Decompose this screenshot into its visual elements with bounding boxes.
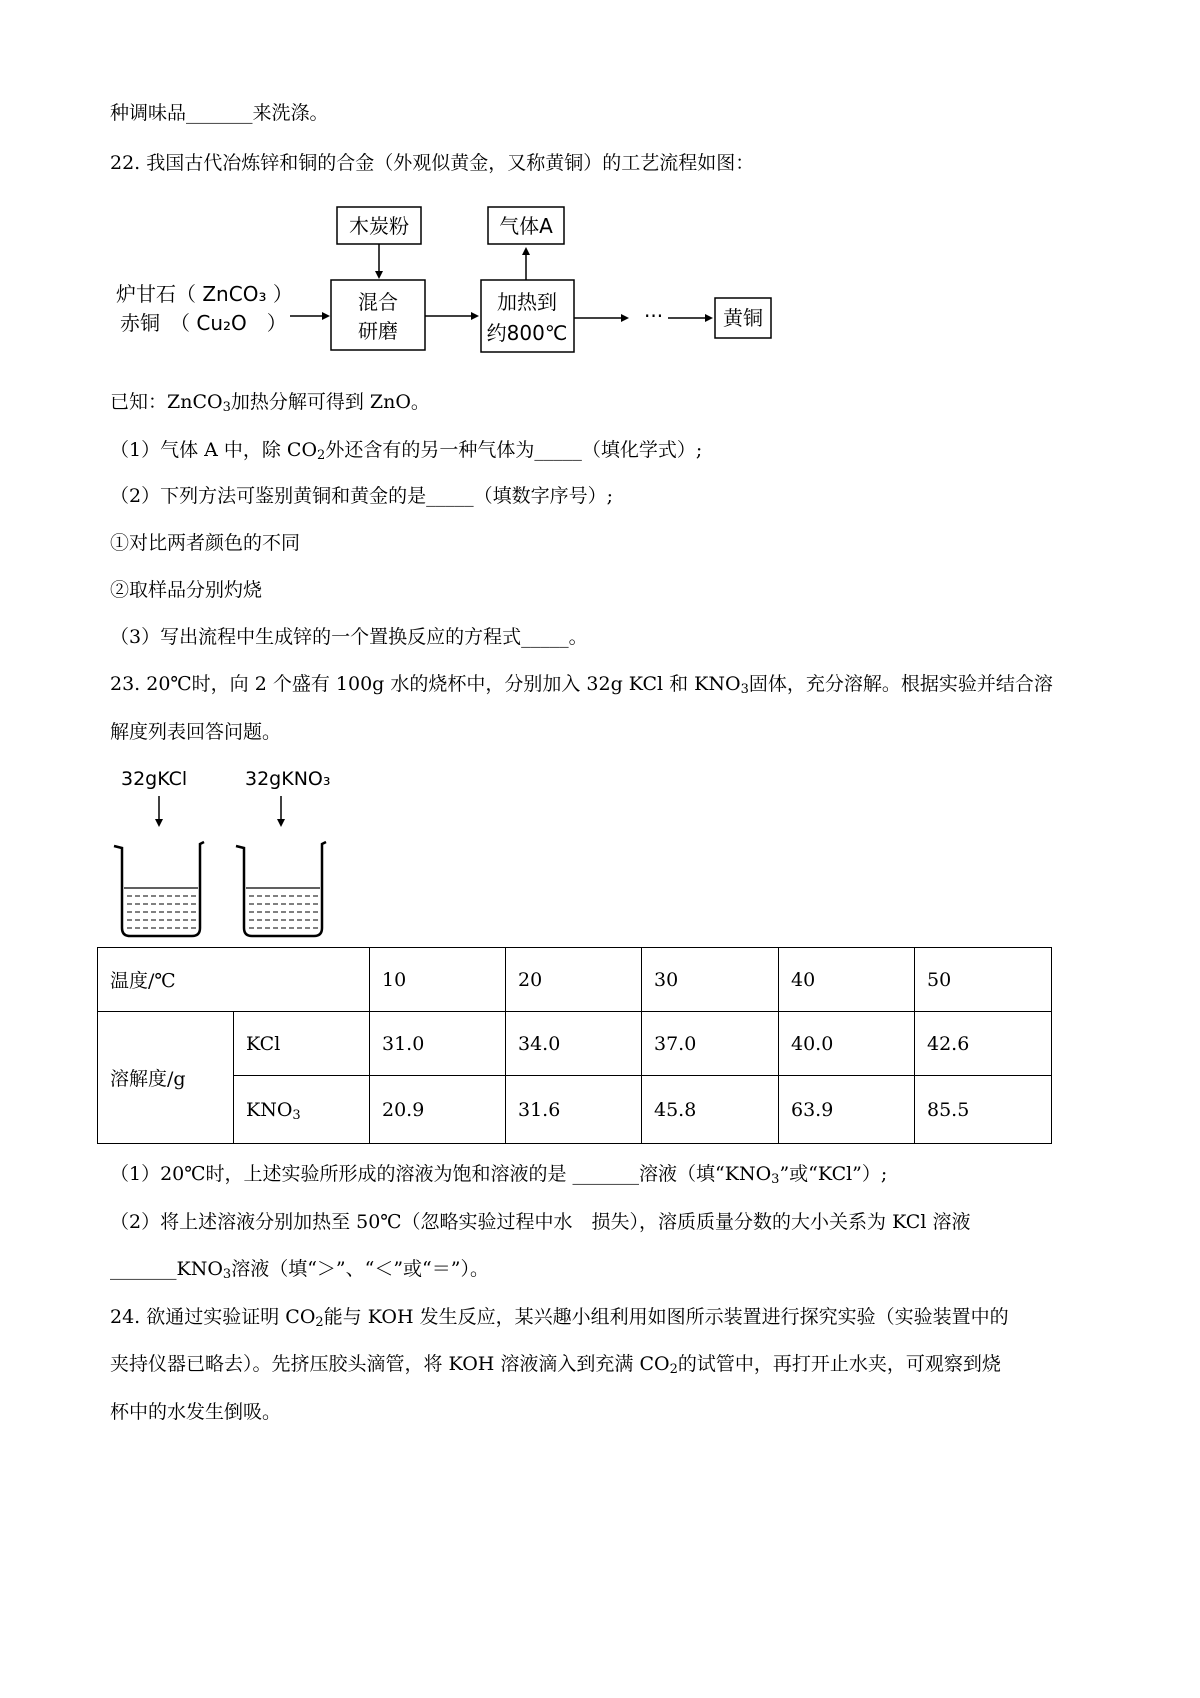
ellipsis: ··· xyxy=(644,304,664,328)
q22-intro: 22. 我国古代冶炼锌和铜的合金（外观似黄金，又称黄铜）的工艺流程如图： xyxy=(110,152,755,174)
gas-a-label: 气体A xyxy=(499,214,553,238)
table-row-kcl xyxy=(98,1012,1052,1076)
kno3-label: $KNO_3$ xyxy=(234,1076,370,1144)
q23-line1: 23. 20℃时，向 2 个盛有 100g 水的烧杯中，分别加入 32g KCl 和 $KNO_3$固体，充分溶解。根据实验并结合溶 xyxy=(110,673,1053,697)
charcoal-label: 木炭粉 xyxy=(349,214,409,238)
beakers-figure xyxy=(0,760,400,945)
table-cell: 85.5 xyxy=(915,1076,1052,1144)
table-cell: 37.0 xyxy=(642,1012,779,1076)
beaker-left-label: 32gKCl xyxy=(121,768,188,790)
mix-label-2: 研磨 xyxy=(358,319,398,343)
beaker-right xyxy=(236,842,326,936)
q22-part1: （1）气体 A 中，除 $CO_2$外还含有的另一种气体为_____（填化学式）; xyxy=(110,439,703,463)
temperature-header: 温度/℃ xyxy=(98,948,370,1012)
q23-line2: 解度列表回答问题。 xyxy=(110,721,282,743)
q22-known: 已知：ZnCO$_3$加热分解可得到 ZnO。 xyxy=(110,391,430,415)
q22-option2: ②取样品分别灼烧 xyxy=(110,579,263,601)
table-cell: 42.6 xyxy=(915,1012,1052,1076)
beaker-left xyxy=(114,842,204,936)
beaker-right-label: 32gKNO₃ xyxy=(245,768,331,790)
arrowhead xyxy=(155,819,163,827)
liquid-left xyxy=(127,896,196,928)
table-cell: 34.0 xyxy=(506,1012,642,1076)
q21-tail: 种调味品_______来洗涤。 xyxy=(110,102,329,124)
q22-part2: （2）下列方法可鉴别黄铜和黄金的是_____（填数字序号）; xyxy=(110,485,613,507)
input-line-1: 炉甘石（ ZnCO₃ ） xyxy=(116,282,293,306)
table-cell: 10 xyxy=(370,948,506,1012)
table-row-kno3 xyxy=(98,1076,1052,1144)
arrowhead xyxy=(277,819,285,827)
q23-part1: （1）20℃时，上述实验所形成的溶液为饱和溶液的是 _______溶液（填“$KNO_3$”或“KCl”）; xyxy=(110,1163,888,1187)
q24-line2: 夹持仪器已略去）。先挤压胶头滴管，将 KOH 溶液滴入到充满 $CO_2$的试管中，再打开止水夹，可观察到烧 xyxy=(110,1353,1001,1377)
q24-line3: 杯中的水发生倒吸。 xyxy=(110,1401,282,1423)
arrowhead xyxy=(621,314,629,322)
table-cell: 31.6 xyxy=(506,1076,642,1144)
arrowhead xyxy=(375,271,383,279)
table-cell: 45.8 xyxy=(642,1076,779,1144)
q22-part3: （3）写出流程中生成锌的一个置换反应的方程式_____。 xyxy=(110,626,588,648)
q24-line1: 24. 欲通过实验证明 $CO_2$能与 KOH 发生反应，某兴趣小组利用如图所示装置进行探究实验（实验装置中的 xyxy=(110,1306,1009,1330)
table-cell: 40.0 xyxy=(779,1012,915,1076)
mix-label-1: 混合 xyxy=(358,290,398,314)
heat-label-1: 加热到 xyxy=(497,290,557,314)
arrowhead xyxy=(322,312,330,320)
heat-label-2: 约800℃ xyxy=(486,321,568,345)
liquid-right xyxy=(249,896,318,928)
arrowhead xyxy=(522,247,530,255)
q22-option1: ①对比两者颜色的不同 xyxy=(110,532,301,554)
input-line-2: 赤铜 （ Cu₂O ） xyxy=(120,311,287,335)
table-row-temperature xyxy=(98,948,1052,1012)
table-cell: 20.9 xyxy=(370,1076,506,1144)
table-cell: 31.0 xyxy=(370,1012,506,1076)
q23-part2-line1: （2）将上述溶液分别加热至 50℃（忽略实验过程中水 损失），溶质质量分数的大小关系为 KCl 溶液 xyxy=(110,1211,971,1233)
table-cell: 40 xyxy=(779,948,915,1012)
table-cell: 50 xyxy=(915,948,1052,1012)
q23-part2-line2: $\_\_\_\_\_\_\_KNO_3$溶液（填“＞”、“＜”或“＝”）。 xyxy=(110,1258,489,1282)
table-cell: 30 xyxy=(642,948,779,1012)
arrowhead xyxy=(705,314,713,322)
arrowhead xyxy=(471,312,479,320)
solubility-header: 溶解度/g xyxy=(98,1012,234,1144)
kcl-label: KCl xyxy=(234,1012,370,1076)
brass-label: 黄铜 xyxy=(723,306,763,330)
solubility-table xyxy=(97,947,1052,1144)
table-cell: 20 xyxy=(506,948,642,1012)
smelting-flowchart xyxy=(0,195,800,370)
table-cell: 63.9 xyxy=(779,1076,915,1144)
